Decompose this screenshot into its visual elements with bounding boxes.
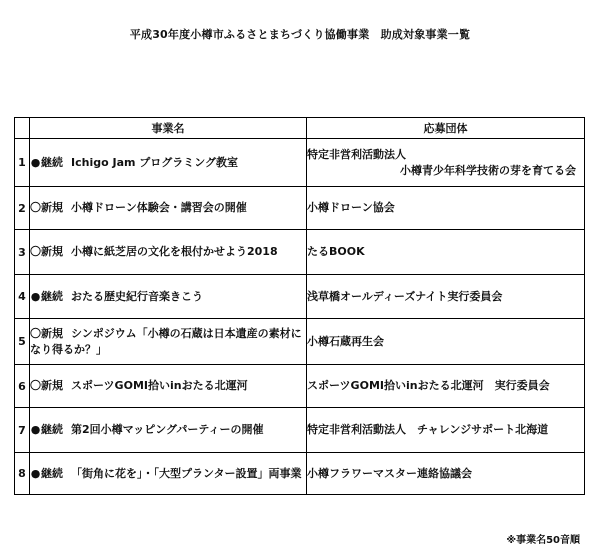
status-mark: 〇 bbox=[30, 245, 41, 258]
status-mark: 〇 bbox=[30, 326, 41, 340]
row-number: 1 bbox=[15, 139, 30, 187]
applicant-cell bbox=[307, 187, 585, 230]
status-label: 新規 bbox=[41, 379, 63, 392]
status-label: 新規 bbox=[41, 326, 63, 340]
project-name-cell bbox=[30, 365, 307, 408]
project-name: 小樽に紙芝居の文化を根付かせよう2018 bbox=[71, 245, 278, 258]
applicant-cell bbox=[307, 139, 585, 187]
applicant-name: 浅草橋オールディーズナイト実行委員会 bbox=[307, 289, 503, 303]
project-name-cell bbox=[30, 230, 307, 275]
table-header-row bbox=[15, 118, 585, 139]
row-number: 5 bbox=[15, 319, 30, 365]
applicant-cell bbox=[307, 408, 585, 453]
project-name: 第2回小樽マッピングパーティーの開催 bbox=[71, 423, 264, 436]
project-name-cell bbox=[30, 408, 307, 453]
project-name-cell bbox=[30, 139, 307, 187]
table-row bbox=[15, 319, 585, 365]
row-number: 3 bbox=[15, 230, 30, 275]
table-row bbox=[15, 187, 585, 230]
project-name-cell bbox=[30, 275, 307, 319]
project-name-cell bbox=[30, 453, 307, 495]
table-row bbox=[15, 453, 585, 495]
status-mark: ● bbox=[30, 423, 41, 436]
applicant-name: 小樽フラワーマスター連絡協議会 bbox=[307, 466, 472, 480]
status-label: 継続 bbox=[41, 466, 63, 480]
status-mark: ● bbox=[30, 289, 41, 303]
status-label: 新規 bbox=[41, 201, 63, 214]
applicant-cell bbox=[307, 230, 585, 275]
project-name-cell bbox=[30, 187, 307, 230]
row-number: 8 bbox=[15, 453, 30, 495]
page-title: 平成30年度小樽市ふるさとまちづくり協働事業 助成対象事業一覧 bbox=[129, 28, 471, 41]
project-name: スポーツGOMI拾いinおたる北運河 bbox=[71, 379, 248, 392]
table-row bbox=[15, 275, 585, 319]
applicant-name: スポーツGOMI拾いinおたる北運河 実行委員会 bbox=[307, 379, 550, 392]
sort-order-note: ※事業名50音順 bbox=[506, 535, 580, 546]
status-label: 継続 bbox=[41, 155, 63, 169]
project-name: Ichigo Jam プログラミング教室 bbox=[71, 155, 239, 169]
project-name: 「街角に花を」・「大型プランター設置」両事業 bbox=[71, 466, 302, 480]
project-name: おたる歴史紀行音楽きこう bbox=[71, 289, 203, 303]
project-name: 小樽ドローン体験会・講習会の開催 bbox=[71, 201, 247, 214]
header-number bbox=[15, 118, 30, 139]
row-number: 6 bbox=[15, 365, 30, 408]
row-number: 4 bbox=[15, 275, 30, 319]
table-row bbox=[15, 230, 585, 275]
applicant-cell bbox=[307, 453, 585, 495]
status-label: 新規 bbox=[41, 245, 63, 258]
applicant-name: 小樽石蔵再生会 bbox=[307, 334, 384, 348]
status-label: 継続 bbox=[41, 289, 63, 303]
project-name: シンポジウム「小樽の石蔵は日本遺産の素材になり得るか？」 bbox=[30, 326, 302, 356]
project-table bbox=[14, 117, 585, 495]
header-applicant: 応募団体 bbox=[307, 118, 585, 139]
applicant-name: たるBOOK bbox=[307, 245, 365, 258]
applicant-cell bbox=[307, 275, 585, 319]
table-row bbox=[15, 365, 585, 408]
row-number: 7 bbox=[15, 408, 30, 453]
table-row bbox=[15, 408, 585, 453]
row-number: 2 bbox=[15, 187, 30, 230]
status-mark: 〇 bbox=[30, 379, 41, 392]
applicant-name-line2: 小樽青少年科学技術の芽を育てる会 bbox=[400, 163, 576, 177]
applicant-cell bbox=[307, 319, 585, 365]
status-mark: ● bbox=[30, 155, 41, 169]
status-mark: 〇 bbox=[30, 201, 41, 214]
project-name-cell bbox=[30, 319, 307, 365]
applicant-name: 小樽ドローン協会 bbox=[307, 201, 395, 214]
status-label: 継続 bbox=[41, 423, 63, 436]
status-mark: ● bbox=[30, 466, 41, 480]
table-row bbox=[15, 139, 585, 187]
applicant-cell bbox=[307, 365, 585, 408]
header-project-name: 事業名 bbox=[30, 118, 307, 139]
applicant-name: 特定非営利活動法人 チャレンジサポート北海道 bbox=[307, 423, 549, 436]
applicant-name: 特定非営利活動法人 bbox=[307, 147, 406, 161]
